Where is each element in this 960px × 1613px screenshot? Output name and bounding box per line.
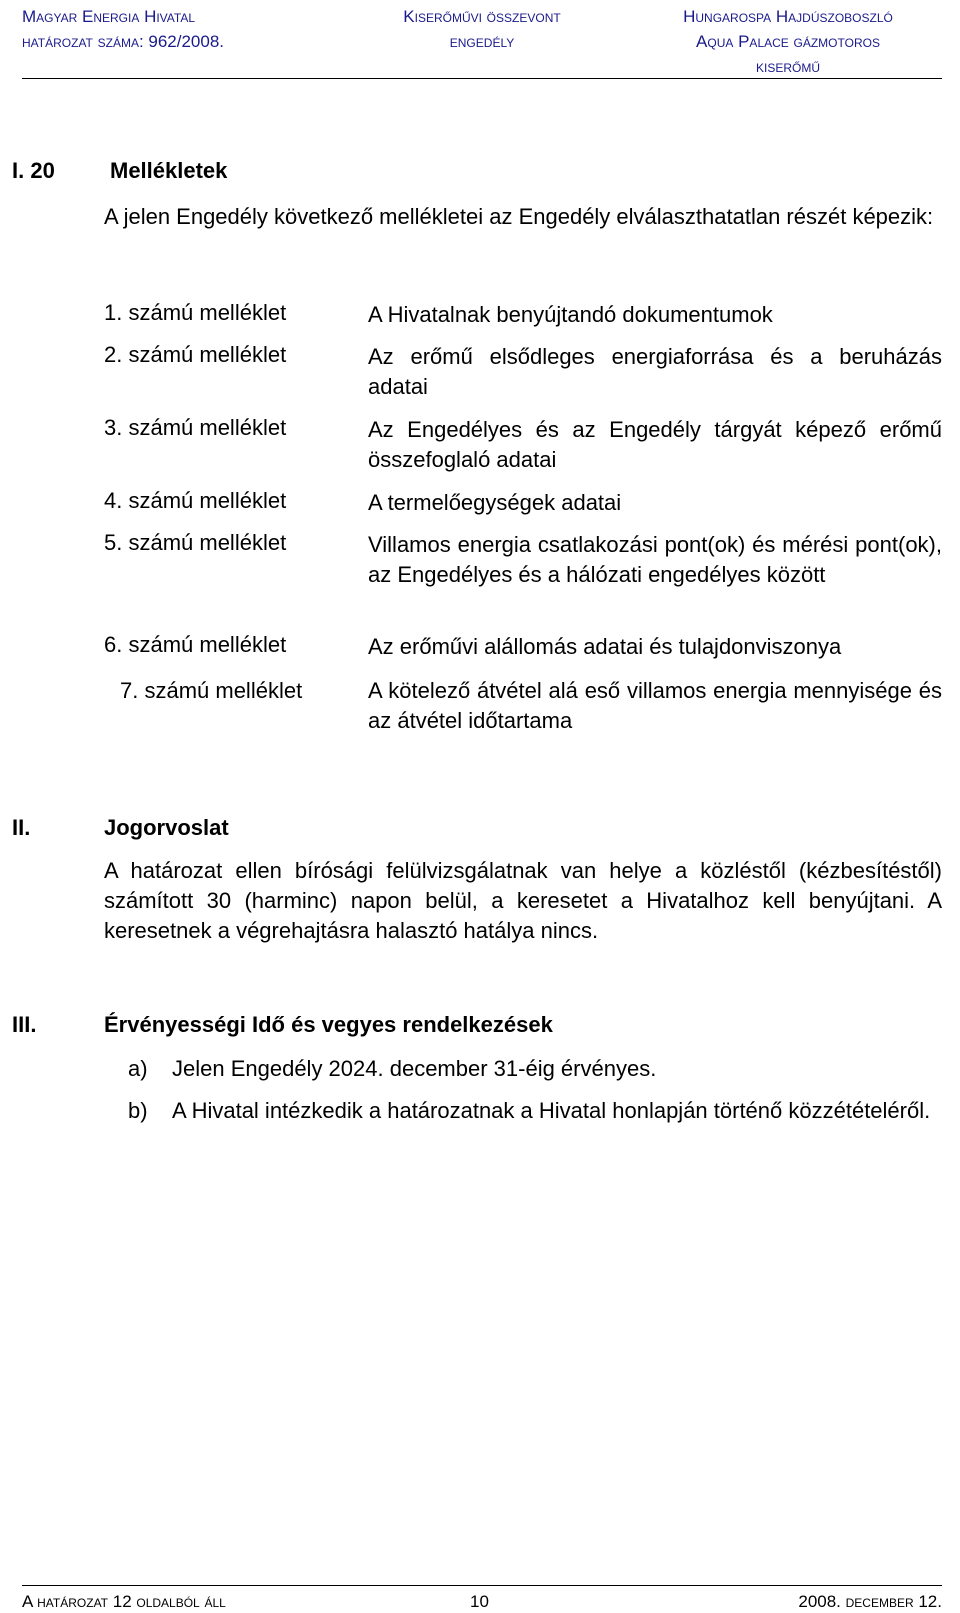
header-right — [634, 4, 942, 79]
section-iii-number: III. — [12, 1012, 37, 1037]
section-ii-title: Jogorvoslat — [104, 815, 229, 840]
annex-3-label: 3. számú melléklet — [104, 415, 287, 440]
page-header — [22, 4, 942, 79]
header-licensee-line3: kiserőmű — [755, 57, 820, 76]
annex-6-text: Az erőművi alállomás adatai és tulajdonviszonya — [368, 634, 842, 659]
annex-4-label: 4. számú melléklet — [104, 488, 287, 513]
annex-3-text: Az Engedélyes és az Engedély tárgyát képező erőmű összefoglaló adatai — [368, 417, 942, 472]
annex-2-label: 2. számú melléklet — [104, 342, 287, 367]
header-authority: Magyar Energia Hivatal — [22, 7, 196, 26]
footer-page-number: 10 — [470, 1592, 489, 1611]
annex-7-label: 7. számú melléklet — [120, 678, 303, 703]
header-licensee-line1: Hungarospa Hajdúszoboszló — [683, 7, 893, 26]
header-decision-number: határozat száma: 962/2008. — [22, 32, 225, 51]
section-iii-item-b — [128, 1096, 942, 1126]
section-iii-title: Érvényességi Idő és vegyes rendelkezések — [104, 1012, 553, 1037]
header-license-type-line1: Kiserőművi összevont — [403, 7, 561, 26]
item-b-mark: b) — [128, 1098, 148, 1123]
header-left — [22, 4, 224, 54]
annex-4-text: A termelőegységek adatai — [368, 490, 622, 515]
item-a-text: Jelen Engedély 2024. december 31-éig érvényes. — [172, 1056, 657, 1081]
page-footer — [22, 1585, 942, 1612]
annex-2-text: Az erőmű elsődleges energiaforrása és a beruházás adatai — [368, 344, 942, 399]
annex-7-text: A kötelező átvétel alá eső villamos energia mennyisége és az átvétel időtartama — [368, 678, 942, 733]
annex-1-text: A Hivatalnak benyújtandó dokumentumok — [368, 302, 773, 327]
header-middle — [367, 4, 597, 54]
annex-5-text: Villamos energia csatlakozási pont(ok) és mérési pont(ok), az Engedélyes és a hálózati engedélyes között — [368, 532, 942, 587]
annex-5-label: 5. számú melléklet — [104, 530, 287, 555]
footer-page-count: A határozat 12 oldalból áll — [22, 1592, 226, 1611]
annex-1-label: 1. számú melléklet — [104, 300, 287, 325]
footer-date: 2008. december 12. — [798, 1592, 942, 1611]
section-i20-number: I. 20 — [12, 158, 55, 183]
section-ii-number: II. — [12, 815, 31, 840]
header-licensee-line2: Aqua Palace gázmotoros — [696, 32, 880, 51]
header-license-type-line2: engedély — [449, 32, 515, 51]
section-i20-intro: A jelen Engedély következő mellékletei az Engedély elválaszthatatlan részét képezik: — [104, 204, 934, 229]
section-ii-text: A határozat ellen bírósági felülvizsgálatnak van helye a közléstől (kézbesítéstől) számított 30 (harminc) napon belül, a keresetet a Hivatalhoz kell benyújtani. A keresetnek a végrehajtásra halasztó hatálya nincs. — [104, 858, 942, 943]
section-iii-item-a — [128, 1054, 942, 1084]
section-i20-title: Mellékletek — [110, 158, 228, 183]
item-b-text: A Hivatal intézkedik a határozatnak a Hivatal honlapján történő közzétételéről. — [172, 1098, 931, 1123]
annex-6-label: 6. számú melléklet — [104, 632, 287, 657]
item-a-mark: a) — [128, 1056, 148, 1081]
